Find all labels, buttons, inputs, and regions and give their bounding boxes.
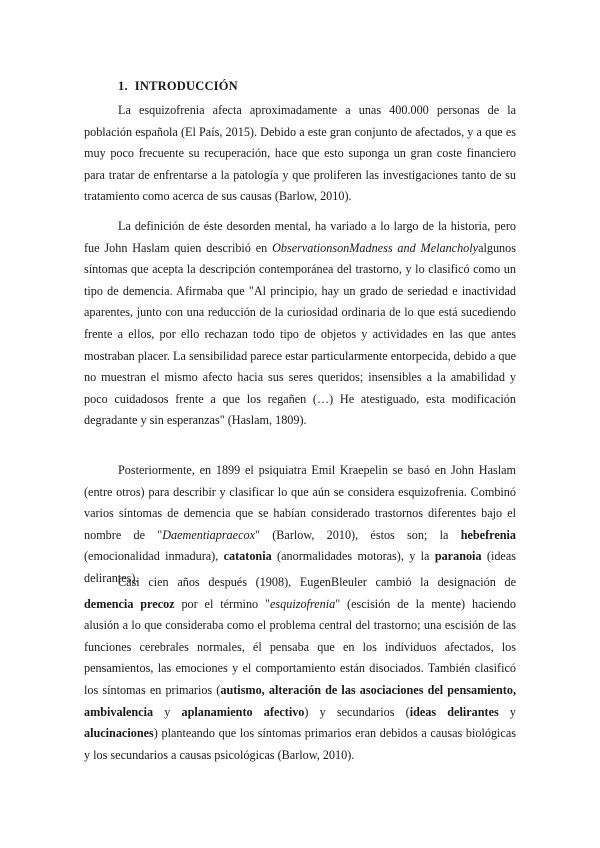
paragraph-text: algunos síntomas que acepta la descripción contemporánea del trastorno, y lo clasificó como un tipo de demencia. Afirmaba que "Al principio, hay un grado de seriedad e inactividad aparentes, junto con una reducción de la curiosidad ordinaria de lo que está sucediendo frente a ellos, por ello rechazan todo tipo de objetos y actividades en las que antes mostraban placer. La sensibilidad parece estar particularmente entorpecida, debido a que no muestran el mismo afecto hacia sus seres queridos; insensibles a la amabilidad y poco cuidadosos frente a que los regañen (…) He atestiguado, esta modificación degradante y sin esperanzas" (Haslam, 1809). <box>84 240 516 428</box>
paragraph-1 <box>84 100 516 208</box>
paragraph-text: Posteriormente, en 1899 el psiquiatra Emil Kraepelin se basó en John Haslam (entre otros) para describir y clasificar lo que aún se considera esquizofrenia. Combinó varios síntomas de demencia que se habían considerado trastornos diferentes bajo el nombre de " <box>84 463 516 542</box>
paragraph-text: ) planteando que los síntomas primarios eran debidos a causas biológicas y los secundarios a causas psicológicas (Barlow, 2010). <box>84 726 516 762</box>
paragraph-4 <box>84 572 516 766</box>
paragraph-text: La esquizofrenia afecta aproximadamente a unas 400.000 personas de la población española (El País, 2015). Debido a este gran conjunto de afectados, y a que es muy poco frecuente su recuperación, hace que esto suponga un gran coste financiero para tratar de enfrentarse a la patología y que proliferen las investigaciones tanto de su tratamiento como acerca de sus causas (Barlow, 2010). <box>84 103 516 204</box>
paragraph-text: (anormalidades motoras), y la <box>271 549 435 564</box>
term-bold: autismo, alteración de las asociaciones del pensamiento, ambivalencia <box>84 682 517 719</box>
term-italic: Daementiapraecox <box>162 527 255 542</box>
paragraph-text: " (Barlow, 2010), éstos son; la <box>254 527 461 542</box>
section-heading <box>118 79 238 94</box>
paragraph-text: y <box>153 704 182 719</box>
section-number: 1. <box>118 79 128 93</box>
term-bold: aplanamiento afectivo <box>181 704 305 719</box>
term-bold: hebefrenia <box>460 527 516 542</box>
section-title: INTRODUCCIÓN <box>134 79 238 93</box>
book-title-italic: ObservationsonMadness and Melancholy <box>272 240 479 255</box>
paragraph-2 <box>84 216 516 432</box>
paragraph-text: (emocionalidad inmadura), <box>84 549 224 564</box>
paragraph-text: ) y secundarios ( <box>304 704 410 719</box>
term-italic: esquizofrenia <box>269 596 336 611</box>
paragraph-text: " (escisión de la mente) haciendo alusión a lo que consideraba como el problema central del trastorno; una escisión de las funciones cerebrales normales, él pensaba que en los individuos afectados, los pensamientos, las emociones y el comportamiento están disociados. También clasificó los síntomas en primarios ( <box>84 596 516 697</box>
paragraph-text: La definición de éste desorden mental, ha variado a lo largo de la historia, pero fue John Haslam quien describió en <box>84 219 516 255</box>
paragraph-3 <box>84 460 516 590</box>
paragraph-text: y <box>498 704 517 719</box>
paragraph-text: (ideas delirantes). <box>84 549 516 585</box>
term-bold: alucinaciones <box>84 726 154 741</box>
paragraph-text: por el término " <box>174 596 270 611</box>
term-bold: catatonia <box>223 549 272 564</box>
term-bold: paranoia <box>434 549 482 564</box>
paragraph-text: Casi cien años después (1908), EugenBleuler cambió la designación de <box>118 575 516 589</box>
term-bold: ideas delirantes <box>409 704 499 719</box>
term-bold: demencia precoz <box>84 596 175 611</box>
